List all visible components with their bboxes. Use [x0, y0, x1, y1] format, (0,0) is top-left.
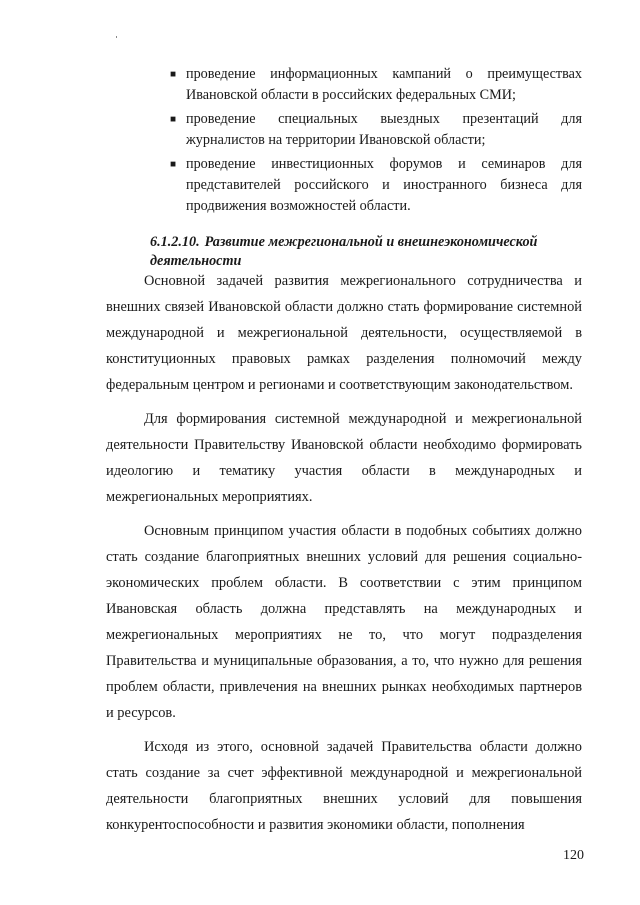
bullet-item — [170, 154, 582, 217]
paragraph: Для формирования системной международной и межрегиональной деятельности Правительству Ивановской области необходимо формировать идеологию и тематику участия области в международных и межрегиональных мероприятиях. — [106, 411, 582, 505]
square-bullet-icon: ■ — [170, 159, 177, 170]
page-number: 120 — [563, 848, 584, 863]
bullet-list — [170, 64, 582, 220]
bullet-item — [170, 64, 582, 106]
bullet-item — [170, 109, 582, 151]
section-heading — [150, 233, 582, 271]
square-bullet-icon: ■ — [170, 114, 177, 125]
bullet-text: проведение инвестиционных форумов и семинаров для представителей российского и иностранного бизнеса для продвижения возможностей области. — [186, 156, 582, 214]
section-title: Развитие межрегиональной и внешнеэкономической деятельности — [150, 234, 538, 269]
scan-speck — [116, 36, 117, 38]
section-number: 6.1.2.10. — [150, 234, 200, 250]
square-bullet-icon: ■ — [170, 69, 177, 80]
paragraph: Исходя из этого, основной задачей Правительства области должно стать создание за счет эффективной международной и межрегиональной деятельности благоприятных внешних условий для повышения конкурентоспособности и развития экономики области, пополнения — [106, 739, 582, 833]
body-text — [106, 268, 582, 846]
paragraph: Основным принципом участия области в подобных событиях должно стать создание благоприятных внешних условий для решения социально-экономических проблем области. В соответствии с этим принципом Ивановская область должна представлять на международных и межрегиональных мероприятиях не то, что могут подразделения Правительства и муниципальные образования, а то, что нужно для решения проблем области, привлечения на внешних рынках необходимых партнеров и ресурсов. — [106, 523, 582, 721]
bullet-text: проведение информационных кампаний о преимуществах Ивановской области в российских федеральных СМИ; — [186, 66, 582, 103]
paragraph: Основной задачей развития межрегионального сотрудничества и внешних связей Ивановской области должно стать формирование системной международной и межрегиональной деятельности, осуществляемой в конституционных правовых рамках разделения полномочий между федеральным центром и регионами и соответствующим законодательством. — [106, 273, 582, 393]
bullet-text: проведение специальных выездных презентаций для журналистов на территории Ивановской области; — [186, 111, 582, 148]
